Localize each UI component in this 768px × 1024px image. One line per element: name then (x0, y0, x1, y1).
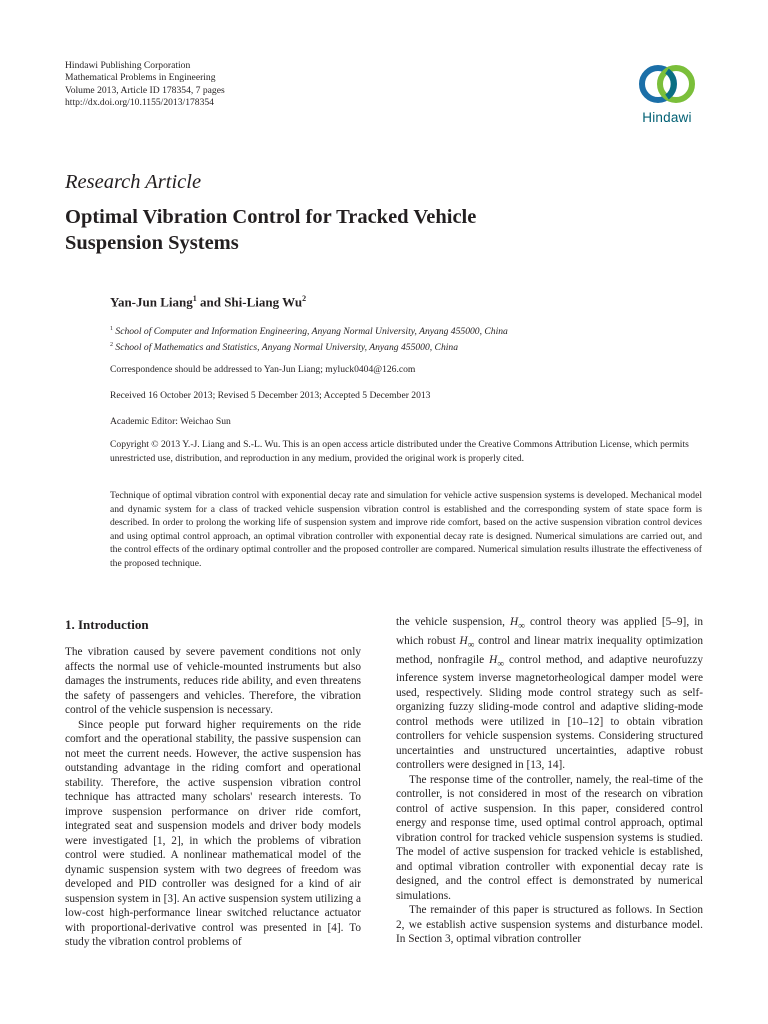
affiliations (110, 323, 508, 355)
author-list (110, 294, 306, 310)
affiliation-item: $^2$ School of Mathematics and Statistics, Anyang Normal University, Anyang 455000, China (110, 341, 459, 353)
paragraph: Since people put forward higher requirements on the ride comfort and the operational stability, the passive suspension can not meet the current needs. However, the active suspension has outstanding advantage in the riding comfort and operational stability. Therefore, the active suspension vibration control technique has attracted many scholars' research interests. To improve suspension performance on driver ride comfort, integrated seat and suspension models and driver body models were investigated [1, 2], in which the problems of vibration control were studied. A nonlinear mathematical model of the dynamic suspension system with two degrees of freedom was developed and PID controller was designed for a kind of air suspension system in [3]. An active suspension system utilizing a low-cost high-performance linear switched reluctance actuator with proportional-derivative control was presented in [4]. To study the vibration control problems of (65, 718, 361, 948)
journal-name: Mathematical Problems in Engineering (65, 72, 216, 84)
doi-link[interactable]: http://dx.doi.org/10.1155/2013/178354 (65, 97, 214, 109)
author-name: Shi-Liang Wu (224, 294, 303, 310)
section-heading: 1. Introduction (65, 617, 149, 632)
publisher-line: Hindawi Publishing Corporation (65, 60, 191, 71)
dates: Received 16 October 2013; Revised 5 December 2013; Accepted 5 December 2013 (110, 390, 431, 401)
paragraph: The vibration caused by severe pavement conditions not only affects the normal use of vehicle-mounted instruments but also damages the instruments, reduces ride ability, and even threatens the safety of passengers and vehicles. Therefore, the vibration control of the vehicle suspension is necessary. (65, 646, 361, 716)
body-column-right (396, 615, 703, 947)
author-affil-sup: 1 (192, 294, 197, 303)
title-line-2: Suspension Systems (65, 232, 239, 254)
body-column-left (65, 645, 361, 950)
author-name: Yan-Jun Liang (110, 294, 193, 310)
author-connector: and (196, 294, 225, 310)
affiliation-item: $^1$ School of Computer and Information Engineering, Anyang Normal University, Anyang 455000, China (110, 326, 508, 338)
title-line-1: Optimal Vibration Control for Tracked Vehicle (65, 206, 477, 228)
correspondence: Correspondence should be addressed to Yan-Jun Liang; myluck0404@126.com (110, 364, 416, 375)
hindawi-logo (636, 62, 698, 125)
volume-info: Volume 2013, Article ID 178354, 7 pages (65, 84, 225, 96)
journal-header (65, 60, 225, 110)
academic-editor: Academic Editor: Weichao Sun (110, 416, 231, 427)
paragraph: the vehicle suspension, $H_\infty$ control theory was applied [5–9], in which robust $H_\infty$ control and linear matrix inequality optimization method, nonfragile $H_\infty$ control method, and adaptive neurofuzzy inference system inverse magnetorheological damper model were used, respectively. Sliding mode control strategy such as self-organizing fuzzy sliding-mode control and adaptive sliding-mode control methods were utilized in [10–12] to obtain vibration controllers for vehicle suspension systems. Considering structured uncertainties and unstructured uncertainties, adaptive robust controllers were designed in [13, 14]. (396, 616, 704, 772)
paragraph: The response time of the controller, namely, the real-time of the controller, is not considered in most of the research on vibration control of active suspension. In this paper, considered control energy and response time, used optimal control approach, optimal vibration control for tracked vehicle suspension systems is studied. The model of active suspension for tracked vehicle is established, and optimal vibration controller with exponential decay rate is designed, and the control effect is demonstrated by numerical simulations. (396, 773, 703, 902)
abstract: Technique of optimal vibration control with exponential decay rate and simulation for vehicle active suspension systems is developed. Mechanical model and dynamic system for a class of tracked vehicle suspension vibration control is established and the corresponding system of state space form is described. In order to prolong the working life of suspension system and improve ride comfort, based on the active suspension vibration control devices and using optimal control approach, an optimal vibration controller with exponential decay rate is designed. Numerical simulations are carried out, and the control effects of the ordinary optimal controller and the proposed controller are compared. Numerical simulation results illustrate the effectiveness of the proposed technique. (110, 490, 702, 569)
hindawi-rings-icon (637, 62, 697, 108)
copyright-notice: Copyright © 2013 Y.-J. Liang and S.-L. Wu. This is an open access article distributed under the Creative Commons Attribution License, which permits unrestricted use, distribution, and reproduction in any medium, provided the original work is properly cited. (110, 439, 689, 464)
paragraph: The remainder of this paper is structured as follows. In Section 2, we establish active suspension systems and disturbance model. In Section 3, optimal vibration controller (396, 904, 703, 946)
paper-title (65, 204, 625, 256)
logo-wordmark: Hindawi (642, 110, 692, 125)
author-affil-sup: 2 (302, 294, 307, 303)
article-type: Research Article (65, 171, 202, 193)
